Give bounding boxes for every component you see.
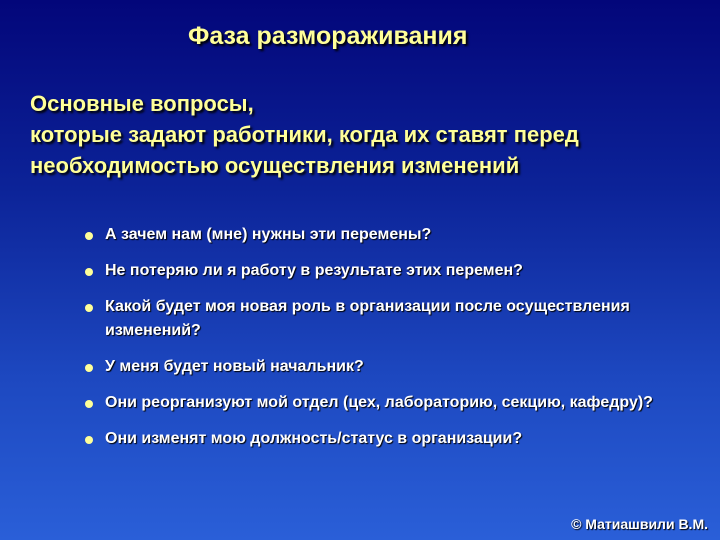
question-item [84,295,704,343]
question-text: Они реорганизуют мой отдел (цех, лабораторию, секцию, кафедру)? [105,394,653,411]
bullet-dot-icon [85,232,93,240]
subtitle-line: необходимостью осуществления изменений [30,153,520,178]
bullet-dot-icon [85,268,93,276]
question-list [84,223,704,463]
question-text: Не потеряю ли я работу в результате этих перемен? [105,262,523,279]
copyright-notice: © Матиашвили В.М. [571,516,708,532]
bullet-dot-icon [85,304,93,312]
bullet-dot-icon [85,436,93,444]
question-item [84,259,704,283]
bullet-dot-icon [85,364,93,372]
question-text: Какой будет моя новая роль в организации после осуществления изменений? [105,298,630,339]
question-text: У меня будет новый начальник? [105,358,364,375]
bullet-dot-icon [85,400,93,408]
question-item [84,223,704,247]
question-item [84,355,704,379]
question-item [84,391,704,415]
question-item [84,427,704,451]
subtitle-line: Основные вопросы, [30,91,254,116]
question-text: А зачем нам (мне) нужны эти перемены? [105,226,432,243]
question-text: Они изменят мою должность/статус в организации? [105,430,523,447]
slide-subtitle [30,88,579,181]
slide-title: Фаза размораживания [188,22,468,50]
subtitle-line: которые задают работники, когда их ставят перед [30,122,579,147]
